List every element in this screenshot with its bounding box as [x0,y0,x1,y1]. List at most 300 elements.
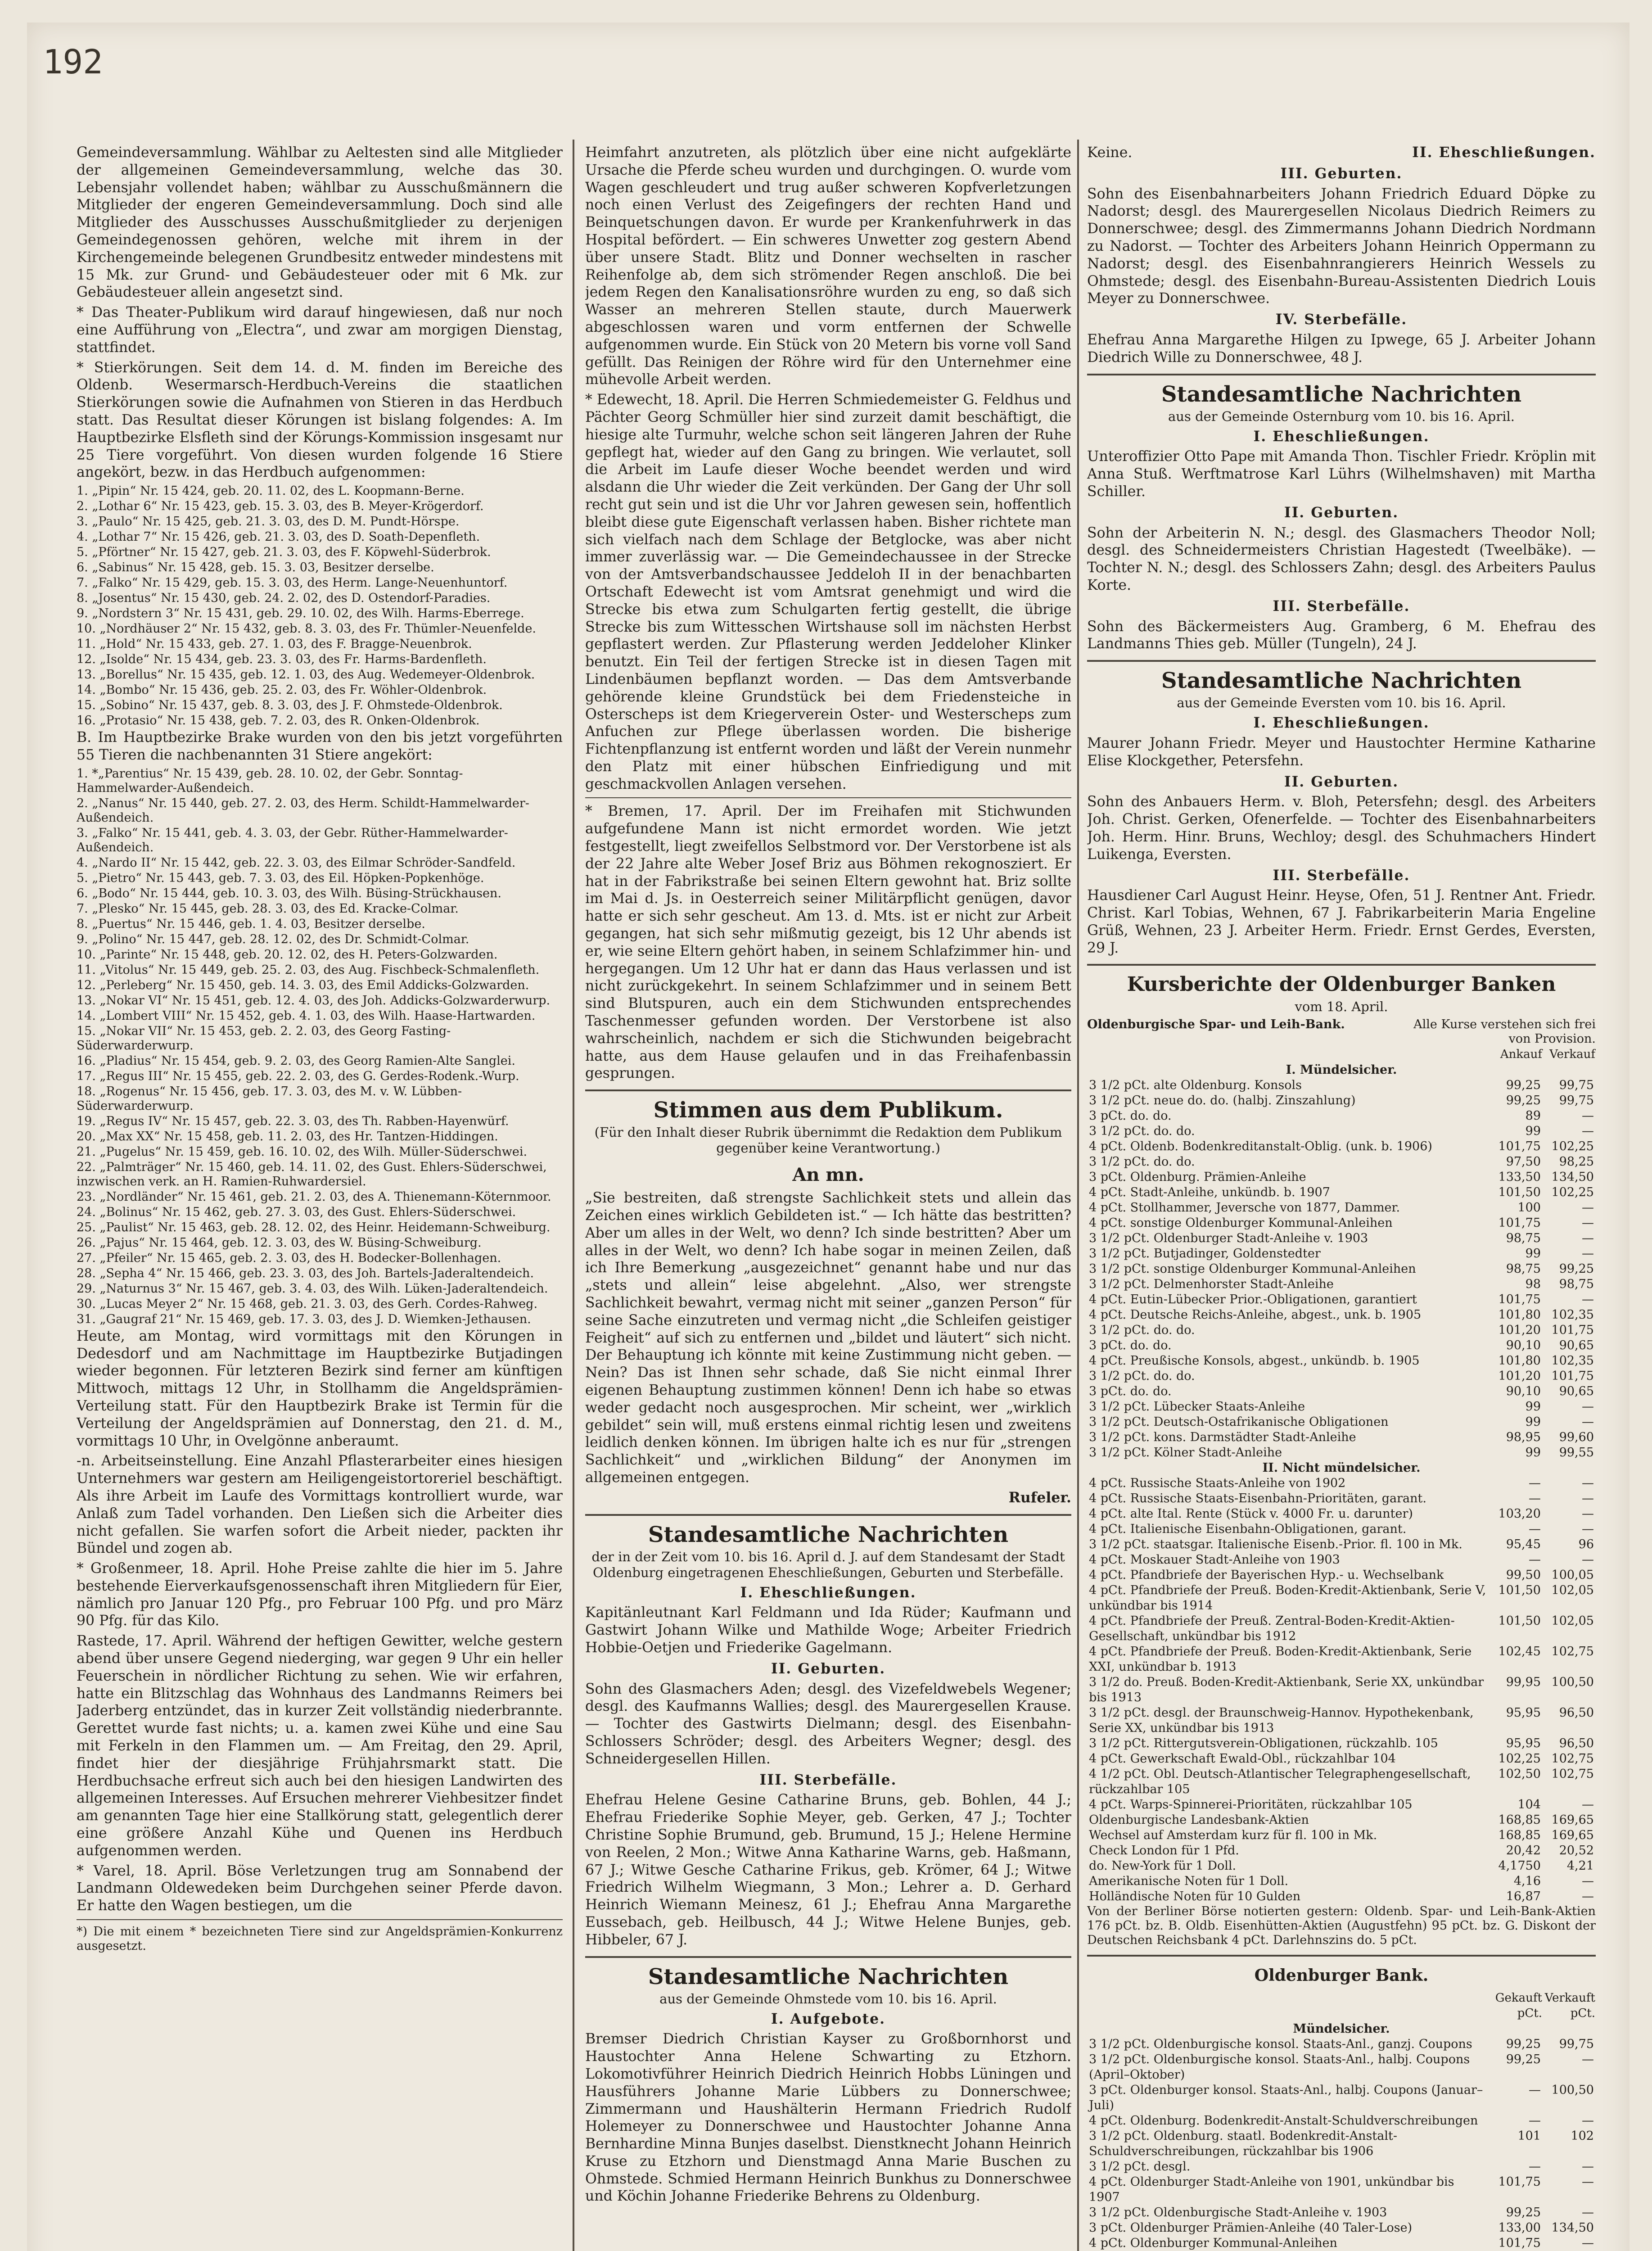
section-title: Stimmen aus dem Publikum. [653,1098,1003,1123]
section-title: Standesamtliche Nachrichten [1161,668,1522,694]
table-row [1087,1139,1596,1154]
rate-value: — [1582,2052,1594,2067]
list-item: 11. „Vitolus“ Nr. 15 449, geb. 25. 2. 03, des Aug. Fischbeck-Schmalenfleth. [77,963,540,977]
rate-value: 169,65 [1551,1828,1594,1843]
security-name: 3 1/2 pCt. staatsgar. Italienische Eisenb.-Prior. fl. 100 in Mk. [1089,1537,1462,1552]
rate-value: 102,75 [1551,1645,1594,1659]
column-header: Verkauf [1549,1048,1595,1062]
article-text: * Großenmeer, 18. April. Hohe Preise zahlte die hier im 5. Jahre bestehende Eierverkaufsgenossenschaft ihren Mitgliedern für Eier, nämlich pro Januar 120 Pfg., pro Februar 100 Pfg. und pro März 90 Pfg. für das Kilo. [77,1560,563,1629]
table-row [1087,1307,1596,1323]
security-name: Check London für 1 Pfd. [1089,1844,1239,1858]
security-name: 4 1/2 pCt. Obl. Deutsch-Atlantischer Telegraphengesellschaft, rückzahlbar 105 [1089,1767,1471,1797]
article-text: * Bremen, 17. April. Der im Freihafen mit Stichwunden aufgefundene Mann ist nicht ermordet worden. Wie jetzt festgestellt, liegt zweifellos Selbstmord vor. Der Verstorbene ist als der 22 Jahre alte Weber Josef Briz aus Böhmen rekognosziert. Er hat in der Fabrikstraße bei seinen Eltern gewohnt hat. Briz sollte im Mai d. Js. in Oesterreich seiner Militärpflicht genügen, davor hatte er sich sehr gescheut. Am 13. d. Mts. ist er nicht zur Arbeit gegangen, hat sich sehr mißmutig gezeigt, bis 12 Uhr abends ist er, wie seine Eltern gehört haben, in seinem Schlafzimmer hin- und hergegangen. Um 12 Uhr hat er dann das Haus verlassen und ist nicht zurückgekehrt. In seinem Schlafzimmer und in seinem Bett sind Blutspuren, auch ein dem Stichwunden entsprechendes Taschenmesser gefunden worden. Der Verstorbene ist also wahrscheinlich, nachdem er sich die Stichwunden beigebracht hatte, aus dem Hause gelaufen und in das Freihafenbassin gesprungen. [585,803,1071,1082]
article-text: Ehefrau Helene Gesine Catharine Bruns, geb. Bohlen, 44 J.; Ehefrau Friederike Sophie Meyer, geb. Gerken, 47 J.; Tochter Christine Sophie Brumund, geb. Brumund, 15 J.; Helene Hermine von Reelen, 2 Mon.; Witwe Anna Katharine Warns, geb. Haßmann, 67 J.; Witwe Gesche Catharine Frikus, geb. Krömer, 64 J.; Witwe Friedrich Wilhelm Wiegmann, 3 Mon.; Lehrer a. D. Gerhard Heinrich Wiemann Meinesz, 61 J.; Ehefrau Anna Margarethe Eussebach, geb. Heilbusch, 44 J.; Witwe Helene Bunjes, geb. Hibbeler, 67 J. [585,1792,1071,1948]
rate-value: 90,10 [1506,1384,1541,1399]
security-name: 4 pCt. Italienische Eisenbahn-Obligationen, garant. [1089,1522,1407,1537]
divider [1087,964,1596,966]
rate-value: 134,50 [1551,2221,1594,2235]
list-item: 6. „Bodo“ Nr. 15 444, geb. 10. 3. 03, des Wilh. Büsing-Strückhausen. [77,886,501,900]
table-row [1087,1200,1596,1216]
rate-value: — [1582,2175,1594,2189]
rate-value: — [1582,1874,1594,1889]
divider [77,1919,563,1920]
list-item: 6. „Sabinus“ Nr. 15 428, geb. 15. 3. 03, Besitzer derselbe. [77,560,434,575]
table-row [1087,1491,1596,1506]
list-item: 5. „Pietro“ Nr. 15 443, geb. 7. 3. 03, des Eil. Höpken-Popkenhöge. [77,871,484,885]
rate-value: 99 [1525,1400,1541,1414]
security-name: 3 1/2 pCt. neue do. do. (halbj. Zinszahlung) [1089,1094,1356,1108]
security-name: 4 pCt. Pfandbriefe der Bayerischen Hyp.- u. Wechselbank [1089,1568,1444,1582]
rate-value: — [1582,2160,1594,2174]
security-name: 4 pCt. Moskauer Stadt-Anleihe von 1903 [1089,1553,1340,1567]
rate-value: 99,55 [1559,1446,1594,1460]
rate-value: 16,87 [1506,1889,1541,1904]
list-item: 26. „Pajus“ Nr. 15 464, geb. 12. 3. 03, des W. Büsing-Schweiburg. [77,1235,482,1250]
rate-value: — [1582,1415,1594,1429]
table-row [1087,2220,1596,2236]
list-item: 24. „Bolinus“ Nr. 15 462, geb. 27. 3. 03, des Gust. Ehlers-Süderschwei. [77,1205,516,1219]
list-item: 29. „Naturnus 3“ Nr. 15 467, geb. 3. 4. 03, des Wilh. Lüken-Jaderaltendeich. [77,1281,548,1296]
rate-value: — [1582,1293,1594,1307]
rate-value: 98 [1525,1277,1541,1292]
rate-value: 102,35 [1551,1354,1594,1368]
column-header: Verkauft pCt. [1544,1991,1595,2020]
table-row [1087,2129,1596,2159]
divider [585,1089,1071,1091]
security-name: 4 pCt. Pfandbriefe der Preuß. Zentral-Boden-Kredit-Aktien-Gesellschaft, unkündbar bis 1912 [1089,1614,1455,1644]
list-item: 19. „Regus IV“ Nr. 15 457, geb. 22. 3. 03, des Th. Rabben-Hayenwürf. [77,1114,509,1128]
security-name: Amerikanische Noten für 1 Doll. [1089,1874,1289,1889]
security-name: Wechsel auf Amsterdam kurz für fl. 100 in Mk. [1089,1828,1377,1843]
rate-value: 100,05 [1551,1568,1594,1582]
list-item: 8. „Josentus“ Nr. 15 430, geb. 24. 2. 02, des D. Ostendorf-Paradies. [77,591,491,606]
table-row [1087,1813,1596,1828]
rate-value: 101 [1517,2129,1541,2143]
list-item: 2. „Nanus“ Nr. 15 440, geb. 27. 2. 03, des Herm. Schildt-Hammelwarder-Außendeich. [77,796,529,825]
list-item: 17. „Regus III“ Nr. 15 455, geb. 22. 2. 03, des G. Gerdes-Rodenk.-Wurp. [77,1069,519,1083]
rate-value: 99,25 [1506,1094,1541,1108]
article-text: Sohn des Anbauers Herm. v. Bloh, Petersfehn; desgl. des Arbeiters Joh. Christ. Gerken, Ofenerfelde. — Tochter des Eisenbahnarbeiters Joh. Herm. Hinr. Bruns, Wechloy; desgl. des Schuhmachers Hindert Luikenga, Eversten. [1087,794,1596,863]
article-text: Sohn des Glasmachers Aden; desgl. des Vizefeldwebels Wegener; desgl. des Kaufmanns Wallies; desgl. des Maurergesellen Krause. — Tochter des Gastwirts Dielmann; desgl. des Eisenbahn-Schlossers Schröder; desgl. des Arbeiters Wegner; desgl. des Schneidergesellen Hillen. [585,1681,1071,1767]
bank-name: Oldenburger Bank. [1254,1966,1429,1985]
rate-value: 99 [1525,1124,1541,1139]
rate-value: 101,75 [1551,1369,1594,1383]
security-name: 3 1/2 pCt. alte Oldenburg. Konsols [1089,1078,1302,1093]
list-item: 30. „Lucas Meyer 2“ Nr. 15 468, geb. 21. 3. 03, des Gerh. Cordes-Rahweg. [77,1297,538,1311]
stier-list-a [77,484,563,728]
security-name: 4 pCt. Oldenb. Bodenkreditanstalt-Oblig. (unk. b. 1906) [1089,1139,1432,1154]
divider [1087,374,1596,375]
article-text: Heute, am Montag, wird vormittags mit den Körungen in Dedesdorf und am Nachmittage im Hauptbezirke Butjadingen wieder begonnen. Für letzteren Bezirk sind ferner am künftigen Mittwoch, mittags 12 Uhr, in Stollhamm die Angeldsprämien-Verteilung statt. Für den Hauptbezirk Brake ist Termin für die Verteilung der Angeldsprämien auf Donnerstag, den 21. d. M., vormittags 10 Uhr, in Ovelgönne anberaumt. [77,1328,563,1449]
column-middle [585,144,1071,2251]
rate-value: 99,25 [1506,2052,1541,2067]
security-name: 3 pCt. do. do. [1089,1109,1172,1123]
rate-value: 89 [1525,1109,1541,1123]
subsection-heading: IV. Sterbefälle. [1275,311,1408,328]
security-name: 3 1/2 do. Preuß. Boden-Kredit-Aktienbank, Serie XX, unkündbar bis 1913 [1089,1675,1484,1705]
bank-note: Alle Kurse verstehen sich frei von Provision. [1413,1017,1596,1046]
rate-value: — [1582,2236,1594,2251]
security-name: 4 pCt. Stadt-Anleihe, unkündb. b. 1907 [1089,1185,1330,1200]
security-name: 4 pCt. Oldenburg. Bodenkredit-Anstalt-Schuldverschreibungen [1089,2114,1478,2128]
list-item: 28. „Sepha 4“ Nr. 15 466, geb. 23. 3. 03, des Joh. Bartels-Jaderaltendeich. [77,1266,534,1280]
subsection-heading: II. Eheschließungen. [1412,144,1596,161]
article-text: Sohn des Bäckermeisters Aug. Gramberg, 6 M. Ehefrau des Landmanns Thies geb. Müller (Tungeln), 24 J. [1087,618,1596,652]
list-item: 7. „Falko“ Nr. 15 429, geb. 15. 3. 03, des Herm. Lange-Neuenhuntorf. [77,576,508,590]
rate-value: 100,50 [1551,1675,1594,1690]
security-name: 3 1/2 pCt. do. do. [1089,1124,1195,1139]
article-text: „Sie bestreiten, daß strengste Sachlichkeit stets und allein das Zeichen eines wirklich Gebildeten ist.“ — Ich hätte das bestritten? Aber um alles in der Welt, wo denn? Ich sinde bestritten? Aber um alles in der Welt, wo denn? Ich habe sogar in meinen Zeilen, daß ich Ihre Bemerkung „ausgezeichnet“ genannt habe und nur das „stets und allein“ leise abgelehnt. „Also, wer strengste Sachlichkeit bewahrt, vermag nicht mit seiner „ganzen Person“ für seine Sache einzutreten und vermag nicht „die Schleifen geistiger Feigheit“ auf sich zu entfernen und „bildet und läutert“ sich nicht. Der Behauptung ich könnte mit keine Zustimmung nicht geben. — Nein? Das ist Ihnen sehr schade, daß Sie nicht einmal Ihrer eigenen Behauptung zustimmen können! Denn ich habe so etwas weder gedacht noch ausgesprochen. Mir scheint, wer „wirklich gebildet“ sein will, muß erstens einmal richtig lesen und zweitens leidlich denken können. Im übrigen halte ich es nur für „strengen Sachlichkeit“ und „wirklichen Bildung“ der Anonymen im allgemeinen entgegen. [585,1190,1071,1486]
table-row [1087,1614,1596,1644]
table-row [1087,2236,1596,2251]
signature: Rufeler. [1008,1489,1071,1506]
rate-value: 99 [1525,1247,1541,1261]
table-row [1087,1093,1596,1108]
rate-value: 102,25 [1498,1752,1541,1766]
rate-value: 101,75 [1498,1293,1541,1307]
list-item: 10. „Nordhäuser 2“ Nr. 15 432, geb. 8. 3. 03, des Fr. Thümler-Neuenfelde. [77,622,537,636]
table-row [1087,2083,1596,2113]
rates-table [1087,1460,1596,1904]
article-text: Rastede, 17. April. Während der heftigen Gewitter, welche gestern abend über unsere Gegend niederging, war gegen 9 Uhr ein heller Feuerschein in nördlicher Richtung zu sehen. Wie wir erfahren, hatte ein Blitzschlag das Wohnhaus des Landmanns Reimers bei Jaderberg entzündet, das in kurzer Zeit vollständig niederbrannte. Gerettet wurde fast nichts; u. a. kamen zwei Kühe und eine Sau mit Ferkeln in den Flammen um. — Am Freitag, den 29. April, findet hier der diesjährige Frühjahrsmarkt statt. Die Herdbuchsache erfreut sich auch bei den hiesigen Landwirten des allgemeinen Interesses. Auf Ersuchen mehrerer Viehbesitzer findet am genannten Tage hier eine Stallkörung statt, gelegentlich derer eine größere Anzahl Kühe und Quenen ins Herdbuch aufgenommen werden. [77,1633,563,1859]
security-name: 4 pCt. Oldenburger Kommunal-Anleihen [1089,2236,1337,2251]
rate-value: 96,50 [1559,1706,1594,1720]
list-item: 20. „Max XX“ Nr. 15 458, geb. 11. 2. 03, des Hr. Tantzen-Hiddingen. [77,1129,498,1144]
section-subtitle: vom 18. April. [1295,999,1388,1015]
table-row [1087,1369,1596,1384]
rate-value: — [1582,1216,1594,1230]
security-name: 3 1/2 pCt. Kölner Stadt-Anleihe [1089,1446,1282,1460]
table-row [1087,1767,1596,1797]
rate-value: 101,75 [1498,2236,1541,2251]
table-section: I. Mündelsicher. [1286,1063,1397,1077]
table-row [1087,1154,1596,1170]
article-text: Hausdiener Carl August Heinr. Heyse, Ofen, 51 J. Rentner Ant. Friedr. Christ. Karl Tobias, Wehnen, 67 J. Fabrikarbeiterin Maria Engeline Grüß, Wehnen, 23 J. Arbeiter Herm. Friedr. Ernst Gerdes, Eversten, 29 J. [1087,887,1596,956]
rate-value: 101,20 [1498,1323,1541,1338]
security-name: 3 1/2 pCt. do. do. [1089,1369,1195,1383]
rate-value: 99,75 [1559,1078,1594,1093]
rate-value: 102,25 [1551,1139,1594,1154]
rate-value: 90,65 [1559,1384,1594,1399]
list-item: 16. „Pladius“ Nr. 15 454, geb. 9. 2. 03, des Georg Ramien-Alte Sanglei. [77,1053,515,1068]
list-item: 9. „Nordstern 3“ Nr. 15 431, geb. 29. 10. 02, des Wilh. Harms-Eberrege. [77,606,524,621]
rate-value: 103,20 [1498,1507,1541,1521]
security-name: 4 pCt. Pfandbriefe der Preuß. Boden-Kredit-Aktienbank, Serie XXI, unkündbar b. 1913 [1089,1645,1472,1674]
list-item: 10. „Parinte“ Nr. 15 448, geb. 20. 12. 02, des H. Peters-Golzwarden. [77,947,498,962]
table-row [1087,1170,1596,1185]
article-text: Sohn des Eisenbahnarbeiters Johann Friedrich Eduard Döpke zu Nadorst; desgl. des Maurergesellen Nicolaus Diedrich Reimers zu Donnerschwee; desgl. des Zimmermanns Johann Diedrich Nordmann zu Nadorst. — Tochter des Arbeiters Johann Heinrich Oppermann zu Nadorst; desgl. des Eisenbahnrangierers Heinrich Wessels zu Ohmstede; desgl. des Eisenbahn-Bureau-Assistenten Diedrich Louis Meyer zu Donnerschwee. [1087,185,1596,307]
rate-value: 100 [1517,1201,1541,1215]
rate-value: 4,21 [1566,1859,1594,1873]
security-name: 4 pCt. Oldenburger Stadt-Anleihe von 1901, unkündbar bis 1907 [1089,2175,1454,2205]
list-item: 9. „Polino“ Nr. 15 447, geb. 28. 12. 02, des Dr. Schmidt-Colmar. [77,932,469,946]
rate-value: — [1529,1492,1541,1506]
rate-value: 99,75 [1559,2037,1594,2052]
rate-value: 98,25 [1559,1155,1594,1169]
list-item: 15. „Sobino“ Nr. 15 437, geb. 8. 3. 03, des J. F. Ohmstede-Oldenbrok. [77,698,503,713]
table-row [1087,1843,1596,1858]
rate-value: 169,65 [1551,1813,1594,1827]
rate-value: 102,75 [1551,1752,1594,1766]
rate-value: 104 [1517,1798,1541,1812]
rate-value: — [1582,1476,1594,1491]
list-item: 31. „Gaugraf 21“ Nr. 15 469, geb. 17. 3. 03, des J. D. Wiemken-Jethausen. [77,1312,531,1326]
rate-value: 102,45 [1498,1645,1541,1659]
security-name: 3 1/2 pCt. desgl. der Braunschweig-Hannov. Hypothekenbank, Serie XX, unkündbar bis 1913 [1089,1706,1474,1736]
rate-value: 102,35 [1551,1308,1594,1322]
subsection-heading: II. Geburten. [1284,504,1399,521]
subsection-heading: III. Sterbefälle. [1273,867,1410,884]
rate-value: 4,1750 [1498,1859,1541,1873]
rate-value: 95,95 [1506,1736,1541,1751]
section-title: Standesamtliche Nachrichten [1161,381,1522,407]
rate-value: 99,60 [1559,1430,1594,1445]
section-subtitle: aus der Gemeinde Osternburg vom 10. bis 16. April. [1168,408,1515,424]
security-name: Oldenburgische Landesbank-Aktien [1089,1813,1309,1827]
subsection-heading: II. Geburten. [771,1660,886,1677]
table-row [1087,2205,1596,2220]
table-row [1087,1415,1596,1430]
rate-value: 101,75 [1551,1323,1594,1338]
list-item: 23. „Nordländer“ Nr. 15 461, geb. 21. 2. 03, des A. Thienemann-Köternmoor. [77,1189,551,1204]
rate-value: 4,16 [1513,1874,1541,1889]
list-item: 13. „Nokar VI“ Nr. 15 451, geb. 12. 4. 03, des Joh. Addicks-Golzwarderwurp. [77,993,551,1008]
rate-value: 99 [1525,1446,1541,1460]
list-item: 12. „Perleberg“ Nr. 15 450, geb. 14. 3. 03, des Emil Addicks-Golzwarden. [77,978,529,992]
rate-value: 101,80 [1498,1308,1541,1322]
rate-value: 96 [1578,1537,1594,1552]
rate-value: 101,50 [1498,1614,1541,1628]
table-row [1087,1583,1596,1614]
security-name: 3 1/2 pCt. Rittergutsverein-Obligationen, rückzahlb. 105 [1089,1736,1438,1751]
column-header: Gekauft pCt. [1495,1991,1542,2020]
article-text: * Stierkörungen. Seit dem 14. d. M. finden im Bereiche des Oldenb. Wesermarsch-Herdbuch-Vereins die staatlichen Stierkörungen sowie die Aufnahmen von Stieren in das Herdbuch statt. Das Resultat dieser Körungen ist bislang folgendes: A. Im Hauptbezirke Elsfleth sind der Körungs-Kommission insgesamt nur 25 Tiere vorgeführt. Von diesen wurden folgende 16 Stiere angekört, bezw. in das Herdbuch aufgenommen: [77,359,563,481]
security-name: 3 pCt. Oldenburg. Prämien-Anleihe [1089,1170,1306,1184]
rate-value: — [1529,1522,1541,1537]
table-row [1087,1246,1596,1261]
security-name: 3 1/2 pCt. Deutsch-Ostafrikanische Obligationen [1089,1415,1389,1429]
security-name: 3 1/2 pCt. desgl. [1089,2160,1191,2174]
article-text: Heimfahrt anzutreten, als plötzlich über eine nicht aufgeklärte Ursache die Pferde scheu wurden und durchgingen. O. wurde vom Wagen geschleudert und trug außer schweren Kopfverletzungen noch einen Verlust des Zeigefingers der rechten Hand und Beinquetschungen davon. Er wurde per Krankenfuhrwerk in das Hospital befördert. — Ein schweres Unwetter zog gestern Abend über unsere Stadt. Blitz und Donner wechselten in rascher Reihenfolge ab, dem sich strömender Regen anschloß. Die bei jedem Regen den Kanalisationsröhre wurden zu eng, so daß sich Wasser an mehreren Stellen staute, durch Mauerwerk abgeschlossen waren und vorm entfernen der Schwelle aufgenommen wurde. Ein Stück von 20 Metern bis vorne voll Sand gefüllt. Das Reinigen der Röhre wird für den Unternehmer eine mühevolle Arbeit werden. [585,145,1071,388]
list-item: 25. „Paulist“ Nr. 15 463, geb. 28. 12. 02, des Heinr. Heidemann-Schweiburg. [77,1220,551,1234]
section-title: Standesamtliche Nachrichten [648,1522,1009,1547]
section-note: (Für den Inhalt dieser Rubrik übernimmt die Redaktion dem Publikum gegenüber keine Verantwortung.) [594,1125,1062,1156]
list-item: 14. „Bombo“ Nr. 15 436, geb. 25. 2. 03, des Fr. Wöhler-Oldenbrok. [77,683,487,697]
table-row [1087,1537,1596,1552]
divider [1087,660,1596,662]
article-text: Kapitänleutnant Karl Feldmann und Ida Rüder; Kaufmann und Gastwirt Johann Wilke und Mathilde Woge; Arbeiter Friedrich Hobbie-Oetjen und Friederike Gagelmann. [585,1605,1071,1656]
table-row [1087,2159,1596,2174]
security-name: Holländische Noten für 10 Gulden [1089,1889,1301,1904]
table-row [1087,1430,1596,1445]
security-name: 3 1/2 pCt. do. do. [1089,1155,1195,1169]
rate-value: 101,50 [1498,1583,1541,1598]
security-name: 3 1/2 pCt. sonstige Oldenburger Kommunal-Anleihen [1089,1262,1416,1276]
table-row [1087,1828,1596,1843]
table-row [1087,1675,1596,1705]
security-name: 3 1/2 pCt. Oldenburgische Stadt-Anleihe v. 1903 [1089,2206,1387,2220]
rate-value: 168,85 [1498,1828,1541,1843]
section-subtitle: der in der Zeit vom 10. bis 16. April d. J. auf dem Standesamt der Stadt Oldenburg eingetragenen Eheschließungen, Geburten und Sterbefälle. [591,1549,1065,1580]
article-text: * Das Theater-Publikum wird darauf hingewiesen, daß nur noch eine Aufführung von „Electra“, und zwar am morgigen Dienstag, stattfindet. [77,304,563,356]
article-text: Von der Berliner Börse notierten gestern: Oldenb. Spar- und Leih-Bank-Aktien 176 pCt. bz. B. Oldb. Eisenhütten-Aktien (Augustfehn) 95 pCt. bz. G. Diskont der Deutschen Reichsbank 4 pCt. Darlehnszins do. 5 pCt. [1087,1904,1596,1948]
rate-value: 99,50 [1506,1568,1541,1582]
table-row [1087,1889,1596,1904]
rate-value: — [1582,1231,1594,1246]
rate-value: 101,75 [1498,1139,1541,1154]
subsection-heading: I. Eheschließungen. [1253,714,1430,732]
table-row [1087,1078,1596,1093]
rate-value: — [1529,1553,1541,1567]
rate-value: 101,20 [1498,1369,1541,1383]
rate-value: — [1529,2083,1541,2097]
list-item: 2. „Lothar 6“ Nr. 15 423, geb. 15. 3. 03, des B. Meyer-Krögerdorf. [77,499,484,514]
rate-value: — [1529,2160,1541,2174]
subsection-heading: III. Sterbefälle. [759,1771,897,1788]
table-row [1087,1353,1596,1369]
section-title: Kursberichte der Oldenburger Banken [1127,973,1556,996]
rate-value: — [1582,1492,1594,1506]
table-row [1087,1124,1596,1139]
table-row [1087,1277,1596,1292]
rate-value: 20,52 [1559,1844,1594,1858]
rate-value: — [1582,1507,1594,1521]
table-row [1087,1476,1596,1491]
divider [585,1956,1071,1958]
table-row [1087,1292,1596,1307]
table-row [1087,2037,1596,2052]
security-name: 3 1/2 pCt. do. do. [1089,1323,1195,1338]
rate-value: 98,75 [1559,1277,1594,1292]
security-name: 4 pCt. Russische Staats-Eisenbahn-Prioritäten, garant. [1089,1492,1426,1506]
rate-value: 99 [1525,1415,1541,1429]
rate-value: 101,50 [1498,1185,1541,1200]
list-item: 13. „Borellus“ Nr. 15 435, geb. 12. 1. 03, des Aug. Wedemeyer-Oldenbrok. [77,668,535,682]
article-text: Gemeindeversammlung. Wählbar zu Aeltesten sind alle Mitglieder der allgemeinen Gemeindeversammlung, welche das 30. Lebensjahr vollendet haben; wählbar zu Ausschußmännern die Mitglieder der engeren Gemeindeversammlung. Doch sind alle Mitglieder des Ausschusses Ausschußmitglieder zu derjenigen Gemeindegenossen gehören, welche mit ihrem in der Kirchengemeinde belegenen Grundbesitz entweder mindestens mit 15 Mk. zur Grund- und Gebäudesteuer oder mit 6 Mk. zur Gebäudesteuer allein angesetzt sind. [77,145,563,301]
table-row [1087,1231,1596,1246]
subsection-heading: III. Geburten. [1280,165,1403,182]
rate-value: 90,10 [1506,1338,1541,1353]
security-name: 3 1/2 pCt. Oldenburger Stadt-Anleihe v. 1903 [1089,1231,1368,1246]
rate-value: — [1582,1553,1594,1567]
rate-value: — [1529,2114,1541,2128]
security-name: 3 pCt. Oldenburger konsol. Staats-Anl., halbj. Coupons (Januar–Juli) [1089,2083,1483,2113]
rate-value: 168,85 [1498,1813,1541,1827]
section-title: Standesamtliche Nachrichten [648,1964,1009,1989]
table-row [1087,1797,1596,1813]
list-item: 3. „Paulo“ Nr. 15 425, geb. 21. 3. 03, des D. M. Pundt-Hörspe. [77,515,460,529]
security-name: 3 pCt. do. do. [1089,1338,1172,1353]
list-item: 22. „Palmträger“ Nr. 15 460, geb. 14. 11. 02, des Gust. Ehlers-Süderschwei, inzwischen verk. an H. Ramien-Ruhwardersiel. [77,1160,547,1189]
bank-name: Oldenburgische Spar- und Leih-Bank. [1087,1017,1345,1032]
rate-value: 101,75 [1498,1216,1541,1230]
table-row [1087,1506,1596,1522]
note: Keine. [1087,145,1133,161]
article-text: -n. Arbeitseinstellung. Eine Anzahl Pflasterarbeiter eines hiesigen Unternehmers war gestern am Heiligengeistortoreriel beschäftigt. Als ihre Arbeit im Laufe des Vormittags kontrolliert wurde, war Anlaß zum Tadel vorhanden. Den Ließen sich die Arbeiter dies nicht gefallen. Sie warfen sofort die Arbeit nieder, packten ihr Bündel und zogen ab. [77,1453,563,1557]
table-row [1087,2113,1596,2129]
rate-value: 133,50 [1498,1170,1541,1184]
table-row [1087,2174,1596,2205]
list-item: 14. „Lombert VIII“ Nr. 15 452, geb. 4. 1. 03, des Wilh. Haase-Hartwarden. [77,1008,536,1023]
rate-value: — [1582,1109,1594,1123]
list-item: 15. „Nokar VII“ Nr. 15 453, geb. 2. 2. 03, des Georg Fasting-Süderwarderwurp. [77,1024,451,1053]
security-name: 3 1/2 pCt. Oldenburg. staatl. Bodenkredit-Anstalt-Schuldverschreibungen, rückzahlbar bis 1906 [1089,2129,1397,2159]
article-text: B. Im Hauptbezirke Brake wurden von den bis jetzt vorgeführten 55 Tieren die nachbenannten 31 Stiere angekört: [77,729,563,763]
rate-value: — [1582,1124,1594,1139]
rate-value: 99,25 [1559,1262,1594,1276]
table-row [1087,1568,1596,1583]
rate-value: 102,25 [1551,1185,1594,1200]
rate-value: 102,05 [1551,1614,1594,1628]
security-name: 4 pCt. sonstige Oldenburger Kommunal-Anleihen [1089,1216,1393,1230]
table-row [1087,1522,1596,1537]
article-text: * Varel, 18. April. Böse Verletzungen trug am Sonnabend der Landmann Oldewedeken beim Durchgehen seiner Pferde davon. Er hatte den Wagen bestiegen, um die [77,1862,563,1914]
rate-value: 100,50 [1551,2083,1594,2097]
column-right [1087,144,1596,2251]
article-text: Sohn der Arbeiterin N. N.; desgl. des Glasmachers Theodor Noll; desgl. des Schneidermeisters Christian Hagestedt (Tweelbäke). — Tochter N. N.; desgl. des Schlossers Zahn; desgl. des Arbeiters Paulus Korte. [1087,524,1596,593]
table-row [1087,1751,1596,1767]
list-item: 18. „Rogenus“ Nr. 15 456, geb. 17. 3. 03, des M. v. W. Lübben-Süderwarderwurp. [77,1084,462,1113]
table-row [1087,2052,1596,2083]
rate-value: — [1582,2206,1594,2220]
rate-value: 102,50 [1498,1767,1541,1781]
rates-table [1087,1046,1596,1460]
table-row [1087,1216,1596,1231]
security-name: 4 pCt. Russische Staats-Anleihe von 1902 [1089,1476,1346,1491]
rate-value: 134,50 [1551,1170,1594,1184]
rate-value: — [1582,1400,1594,1414]
table-row [1087,1552,1596,1568]
rate-value: 90,65 [1559,1338,1594,1353]
security-name: do. New-York für 1 Doll. [1089,1859,1237,1873]
rate-value: 98,95 [1506,1430,1541,1445]
article-text: * Edewecht, 18. April. Die Herren Schmiedemeister G. Feldhus und Pächter Georg Schmüller hier sind zurzeit damit beschäftigt, die hiesige alte Turmuhr, welche schon seit längeren Jahren der Ruhe gepflegt hat, wieder auf den Gang zu bringen. Wie verlautet, soll die Arbeit im Laufe dieser Woche beendet werden und wird alsdann die Uhr wieder die Zeit verkünden. Der Gang der Uhr soll recht gut sein und ist die Uhr vor Jahren gewesen sein, hoffentlich bleibt diese gute Eigenschaft verlassen haben. Bisher richtete man sich vielfach nach dem Schlage der Betglocke, was aber nicht immer zuverlässig war. — Die Gemeindechaussee in der Strecke von der Amtsverbandschaussee Jeddeloh II in der benachbarten Ortschaft Edewecht ist vom Amtsrat genehmigt und wird die Strecke bis etwa zum Schulgarten fertig gestellt, die übrige Strecke bis zum Wittesschen Wirtshause soll im nächsten Herbst gepflastert werden. Zur Pflasterung werden Jeddeloher Klinker benutzt. Ein Teil der fertigen Strecke ist in diesen Tagen mit Lindenbäumen bepflanzt worden. — Das dem Amtsverbande gehörende kleine Grundstück bei dem Friedensteiche in Osterscheps ist dem Kriegerverein Oster- und Westerscheps zum Anfuchen zur Pflege überlassen worden. Die bisherige Fichtenpflanzung ist entfernt worden und läßt der Verein nunmehr den Platz mit einer hübschen Einfriedigung und mit geschmackvollen Anlagen versehen. [585,392,1071,792]
rate-value: 98,75 [1506,1262,1541,1276]
security-name: 4 pCt. Preußische Konsols, abgest., unkündb. b. 1905 [1089,1354,1420,1368]
rate-value: 96,50 [1559,1736,1594,1751]
security-name: 4 pCt. Deutsche Reichs-Anleihe, abgest., unk. b. 1905 [1089,1308,1422,1322]
rate-value: 98,75 [1506,1231,1541,1246]
table-row [1087,1384,1596,1399]
table-row [1087,1874,1596,1889]
rate-value: 95,95 [1506,1706,1541,1720]
rate-value: — [1529,1476,1541,1491]
list-item: 4. „Nardo II“ Nr. 15 442, geb. 22. 3. 03, des Eilmar Schröder-Sandfeld. [77,855,516,870]
list-item: 4. „Lothar 7“ Nr. 15 426, geb. 21. 3. 03, des D. Soath-Depenfleth. [77,530,480,544]
list-item: 11. „Hold“ Nr. 15 433, geb. 27. 1. 03, des F. Bragge-Neuenbrok. [77,637,472,651]
rate-value: 95,45 [1506,1537,1541,1552]
security-name: 3 1/2 pCt. Butjadinger, Goldenstedter [1089,1247,1321,1261]
table-section: II. Nicht mündelsicher. [1262,1461,1421,1475]
rate-value: — [1582,1798,1594,1812]
divider [585,1514,1071,1516]
security-name: 4 pCt. Gewerkschaft Ewald-Obl., rückzahlbar 104 [1089,1752,1396,1766]
divider [1087,1955,1596,1957]
article-text: Bremser Diedrich Christian Kayser zu Großbornhorst und Haustochter Anna Helene Schwarting zu Etzhorn. Lokomotivführer Heinrich Diedrich Heinrich Hobbs Lüningen und Hausführers Johanne Marie Lübbers zu Donnerschwee; Zimmermann und Haushälterin Hermann Friedrich Rudolf Holemeyer zu Donnerschwee und Haustochter Johanne Anna Bernhardine Minna Bunjes daselbst. Dienstknecht Johann Heinrich Kruse zu Etzhorn und Dienstmagd Anna Marie Buschen zu Ohmstede. Schmied Hermann Heinrich Bunkhus zu Donnerschwee und Köchin Johanne Friederike Behrens zu Oldenburg. [585,2031,1071,2205]
list-item: 7. „Plesko“ Nr. 15 445, geb. 28. 3. 03, des Ed. Kracke-Colmar. [77,901,459,916]
subsection-heading: I. Eheschließungen. [740,1584,916,1601]
rate-value: — [1582,2114,1594,2128]
security-name: 3 1/2 pCt. Delmenhorster Stadt-Anleihe [1089,1277,1334,1292]
subsection-heading: I. Aufgebote. [771,2010,886,2027]
security-name: 3 1/2 pCt. kons. Darmstädter Stadt-Anleihe [1089,1430,1356,1445]
list-item: 1. „Pipin“ Nr. 15 424, geb. 20. 11. 02, des L. Koopmann-Berne. [77,484,465,498]
rate-value: 133,00 [1498,2221,1541,2235]
section-subtitle: aus der Gemeinde Eversten vom 10. bis 16. April. [1177,695,1506,711]
subsection-heading: II. Geburten. [1284,773,1399,790]
rate-value: — [1582,1247,1594,1261]
rate-value: 99,25 [1506,1078,1541,1093]
